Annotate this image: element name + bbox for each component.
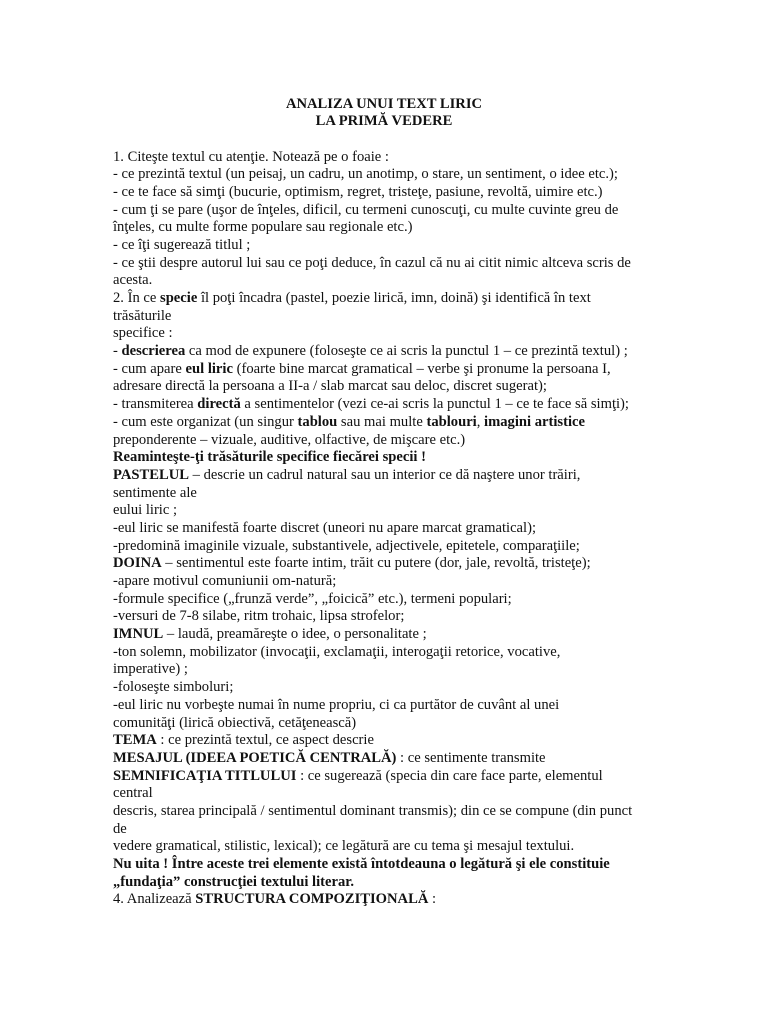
bold-text-run: PASTELUL (113, 466, 189, 483)
text-line (113, 697, 653, 715)
text-line (113, 661, 653, 679)
text-line (113, 290, 653, 308)
text-line (113, 555, 653, 573)
text-line (113, 838, 653, 856)
bold-text-run: SEMNIFICAŢIA TITLULUI (113, 767, 297, 784)
text-line (113, 874, 653, 892)
text-run: acesta. (113, 272, 153, 289)
bold-text-run: tablou (297, 413, 338, 430)
bold-text-run: descrierea (121, 343, 186, 360)
text-line (113, 591, 653, 609)
text-line (113, 467, 653, 485)
text-line (113, 308, 653, 326)
text-run: – descrie un cadrul natural sau un interior ce dă naştere unor trăiri, (188, 466, 581, 483)
text-run: - ce te face să simţi (bucurie, optimism, regret, tristeţe, pasiune, revoltă, uimire etc.) (113, 183, 603, 200)
text-run: : ce sugerează (specia din care face parte, elementul (296, 767, 603, 784)
text-line (113, 272, 653, 290)
bold-text-run: imagini artistice (484, 413, 585, 430)
text-run: trăsăturile (113, 307, 172, 324)
text-run: : (428, 891, 437, 908)
text-run: eului liric ; (113, 502, 178, 519)
text-run: sentimente ale (113, 484, 197, 501)
text-run: specifice : (113, 325, 173, 342)
text-run: -apare motivul comuniunii om-natură; (113, 573, 337, 589)
text-run: -versuri de 7-8 silabe, ritm trohaic, lipsa strofelor; (113, 608, 405, 625)
text-run: 2. În ce (113, 290, 161, 306)
bold-text-run: specie (160, 290, 198, 306)
text-line (113, 343, 653, 361)
text-run: -eul liric nu vorbeşte numai în nume propriu, ci ca purtător de cuvânt al unei (113, 696, 560, 713)
text-run: – sentimentul este foarte intim, trăit cu putere (dor, jale, revoltă, tristeţe); (161, 555, 591, 572)
text-line (113, 237, 653, 255)
text-line (113, 715, 653, 733)
text-line (113, 679, 653, 697)
text-line (113, 432, 653, 450)
bold-text-run: Nu uita ! Între aceste trei elemente există întotdeauna o legătură şi ele constituie (113, 856, 610, 872)
text-line (113, 166, 653, 184)
bold-text-run: tablouri (426, 413, 477, 430)
text-run: comunităţi (lirică obiectivă, cetăţenească) (113, 714, 357, 731)
text-run: central (113, 785, 153, 802)
bold-text-run: directă (197, 396, 241, 413)
text-run: (foarte bine marcat gramatical – verbe şi pronume la persoana I, (232, 360, 611, 377)
text-line (113, 219, 653, 237)
text-line (113, 803, 653, 821)
text-run: înţeles, cu multe forme populare sau regionale etc.) (113, 219, 413, 236)
text-run: descris, starea principală / sentimentul dominant transmis); din ce se compune (din punct (113, 802, 633, 819)
text-line (113, 184, 653, 202)
text-run: - cum apare (113, 360, 186, 377)
text-line (113, 202, 653, 220)
bold-text-run: „fundaţia” construcţiei textului literar. (113, 873, 355, 890)
text-line (113, 325, 653, 343)
text-line (113, 449, 653, 467)
text-line (113, 485, 653, 503)
text-line (113, 361, 653, 379)
text-line (113, 538, 653, 556)
text-run: -formule specifice („frunză verde”, „foicică” etc.), termeni populari; (113, 590, 512, 607)
text-run: - cum ţi se pare (uşor de înţeles, dificil, cu termeni cunoscuţi, cu multe cuvinte greu de (113, 201, 619, 218)
text-line (113, 149, 653, 167)
text-run: – laudă, preamăreşte o idee, o personalitate ; (163, 626, 427, 643)
text-run: -ton solemn, mobilizator (invocaţii, exclamaţii, interogaţii retorice, vocative, (113, 643, 561, 660)
text-line (113, 502, 653, 520)
text-run: -foloseşte simboluri; (113, 679, 234, 696)
text-run: de (113, 820, 127, 837)
text-line (113, 768, 653, 786)
text-run: - cum este organizat (un singur (113, 413, 298, 430)
text-run: îl poţi încadra (pastel, poezie lirică, imn, doină) şi identifică în text (197, 290, 591, 306)
text-line (113, 255, 653, 273)
text-run: 1. Citeşte textul cu atenţie. Notează pe o foaie : (113, 148, 389, 165)
text-run: -eul liric se manifestă foarte discret (uneori nu apare marcat gramatical); (113, 519, 537, 536)
text-line (113, 644, 653, 662)
text-run: , (476, 413, 485, 430)
bold-text-run: eul liric (185, 360, 233, 377)
text-run: imperative) ; (113, 661, 188, 678)
text-run: sau mai multe (337, 413, 427, 430)
text-run: - transmiterea (113, 396, 198, 413)
text-run: 4. Analizează (113, 891, 196, 908)
bold-text-run: DOINA (113, 555, 162, 572)
text-line (113, 821, 653, 839)
text-run: - ce ştii despre autorul lui sau ce poţi deduce, în cazul că nu ai citit nimic altceva scris de (113, 254, 631, 271)
text-run: : ce sentimente transmite (396, 749, 546, 766)
text-line (113, 785, 653, 803)
text-line (113, 573, 653, 591)
bold-text-run: Reaminteşte-ţi trăsăturile specifice fiecărei specii ! (113, 449, 426, 466)
bold-text-run: TEMA (113, 732, 157, 749)
text-run: -predomină imaginile vizuale, substantivele, adjectivele, epitetele, comparaţiile; (113, 537, 580, 554)
text-run: preponderente – vizuale, auditive, olfactive, de mişcare etc.) (113, 431, 466, 448)
text-run: - ce îţi sugerează titlul ; (113, 236, 251, 253)
text-line (113, 414, 653, 432)
text-run: : ce prezintă textul, ce aspect descrie (156, 732, 374, 749)
bold-text-run: STRUCTURA COMPOZIŢIONALĂ (195, 891, 429, 908)
text-run: adresare directă la persoana a II-a / slab marcat sau deloc, discret sugerat); (113, 378, 547, 395)
text-line (113, 856, 653, 874)
text-line (113, 891, 653, 909)
document-body (113, 149, 653, 910)
text-line (113, 396, 653, 414)
text-line (113, 378, 653, 396)
text-line (113, 626, 653, 644)
text-run: a sentimentelor (vezi ce-ai scris la punctul 1 – ce te face să simţi); (240, 396, 629, 413)
text-line (113, 732, 653, 750)
text-run: - ce prezintă textul (un peisaj, un cadru, un anotimp, o stare, un sentiment, o idee etc.); (113, 166, 618, 183)
document-title: ANALIZA UNUI TEXT LIRIC (285, 96, 483, 112)
text-line (113, 750, 653, 768)
text-run: - (113, 343, 122, 360)
text-run: vedere gramatical, stilistic, lexical); ce legătură are cu tema şi mesajul textului. (113, 838, 575, 855)
text-line (113, 608, 653, 626)
bold-text-run: IMNUL (113, 626, 164, 643)
document-subtitle: LA PRIMĂ VEDERE (315, 113, 453, 129)
text-line (113, 520, 653, 538)
bold-text-run: MESAJUL (IDEEA POETICĂ CENTRALĂ) (113, 749, 397, 766)
text-run: ca mod de expunere (foloseşte ce ai scris la punctul 1 – ce prezintă textul) ; (185, 343, 628, 360)
